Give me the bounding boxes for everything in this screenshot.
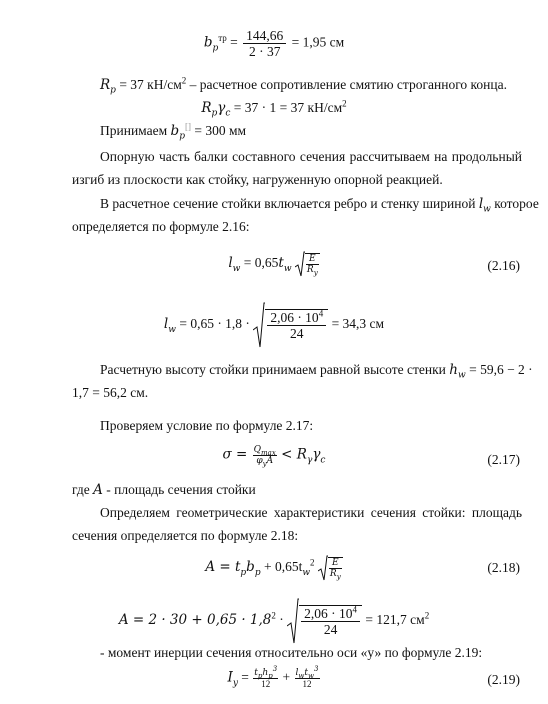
sqrt-sign: [295, 251, 320, 277]
symbol: h: [449, 362, 458, 378]
denominator: [306, 265, 319, 275]
symbol: A: [266, 456, 274, 466]
subscript: y: [232, 678, 238, 689]
text: σ =: [222, 446, 252, 463]
symbol: l: [163, 316, 169, 333]
subscript: c: [225, 108, 231, 119]
numerator: [295, 665, 320, 680]
text: A = 2 · 30 + 0,65 · 1,8: [118, 612, 272, 629]
fraction: [253, 665, 278, 689]
paragraph-line: [100, 196, 539, 215]
denominator: [329, 569, 342, 579]
text: В расчетное сечение стойки включается ребро и стенку шириной: [100, 196, 479, 211]
text: где: [72, 482, 94, 497]
text: Принимаем: [100, 123, 171, 138]
superscript: 2: [342, 98, 347, 109]
subscript: p: [110, 85, 116, 96]
fraction: [243, 28, 286, 59]
text: Расчетную высоту стойки принимаем равной высоте стенки: [100, 362, 450, 377]
denominator: 12: [261, 679, 271, 689]
subscript: w: [308, 671, 315, 680]
subscript: w: [168, 324, 176, 335]
sqrt-sign: [318, 555, 343, 581]
text: = 0,65 · 1,8 ·: [175, 316, 254, 332]
numerator: [301, 606, 360, 622]
symbol: b: [246, 559, 255, 576]
subscript: w: [302, 567, 311, 578]
text: < R: [281, 446, 307, 463]
superscript: 4: [352, 604, 358, 615]
superscript: 2: [424, 610, 430, 621]
paragraph-line: Проверяем условие по формуле 2.17:: [100, 418, 314, 433]
symbol: γ: [217, 100, 226, 116]
subscript: w: [298, 671, 305, 680]
superscript: 2: [310, 557, 315, 568]
equation-number: (2.18): [487, 560, 520, 575]
where-line: [72, 482, 256, 498]
fraction: [253, 445, 277, 466]
calc-2-18: [0, 598, 548, 644]
symbol: b: [203, 34, 213, 51]
numerator: [253, 445, 277, 456]
paragraph-line: определяется по формуле 2.16:: [72, 219, 250, 234]
sqrt-sign: [287, 598, 362, 644]
paragraph-line: Определяем геометрические характеристики сечения стойки: площадь: [100, 505, 522, 520]
paragraph-line: Опорную часть балки составного сечения рассчитываем на продольный: [100, 149, 522, 164]
superscript: 2: [181, 75, 187, 86]
text: 2,06 · 10: [304, 606, 353, 621]
paragraph-line: изгиб из плоскости как стойку, нагруженную опорной реакцией.: [72, 172, 443, 187]
denominator: 2 · 37: [248, 44, 281, 59]
subscript: y: [336, 572, 341, 581]
numerator: 144,66: [243, 28, 286, 44]
symbol: b: [170, 123, 180, 139]
symbol: R: [329, 569, 337, 579]
superscript: 2: [271, 610, 276, 621]
symbol: R: [201, 100, 212, 116]
formula-2-17: [0, 445, 548, 466]
result: = 121,7 см: [365, 612, 425, 628]
description: – расчетное сопротивление смятию строганного конца.: [186, 77, 507, 92]
rp-gc-line: [0, 98, 548, 119]
denominator: 12: [302, 679, 312, 689]
subscript: w: [283, 263, 292, 274]
equation-number: (2.17): [487, 452, 520, 467]
denominator: 24: [290, 326, 304, 341]
subscript: w: [457, 370, 466, 381]
symbol: Q: [253, 445, 262, 455]
text: ·: [275, 612, 288, 628]
numerator: [267, 310, 326, 326]
symbol: φ: [256, 456, 263, 466]
result: = 34,3 см: [331, 316, 385, 332]
symbol: A: [93, 482, 103, 498]
text: +: [282, 669, 294, 685]
superscript: тр: [218, 33, 227, 44]
text: 2,06 · 10: [270, 310, 319, 325]
result: = 1,95 см: [291, 34, 345, 50]
paragraph-line: сечения определяется по формуле 2.18:: [72, 528, 299, 543]
symbol: I: [227, 669, 233, 686]
subscript: y: [313, 268, 318, 277]
symbol: R: [306, 265, 314, 275]
superscript: []: [184, 121, 191, 132]
value: = 37 · 1 = 37 кН/см: [233, 100, 343, 115]
subscript: p: [257, 671, 263, 680]
fraction: [295, 665, 320, 689]
subscript: c: [320, 455, 326, 466]
numerator: [253, 665, 278, 680]
symbol: t: [254, 668, 258, 678]
rp-line: [100, 75, 507, 96]
paragraph-line: [100, 362, 533, 381]
formula-2-18: [0, 555, 548, 581]
text: - площадь сечения стойки: [102, 482, 256, 497]
value: = 37 кН/см: [119, 77, 182, 92]
subscript: p: [268, 671, 273, 680]
formula-bp: $b_р^{тр}$ = $\frac{144,66}{2 \cdot 37}$ = 1,95 см: [203, 28, 345, 59]
text: = 0,65: [240, 255, 279, 271]
superscript: 3: [314, 665, 319, 673]
value: = 300 мм: [190, 123, 247, 138]
subscript: p: [254, 567, 261, 578]
subscript: y: [262, 459, 267, 468]
symbol: l: [228, 255, 233, 272]
subscript: w: [232, 263, 241, 274]
subscript: max: [261, 448, 276, 457]
text: + 0,65t: [260, 559, 303, 575]
paragraph-line: 1,7 = 56,2 см.: [72, 385, 149, 400]
paragraph-line: - момент инерции сечения относительно оси «у» по формуле 2.19:: [100, 645, 483, 660]
subscript: p: [211, 108, 218, 119]
formula-2-19: [0, 665, 548, 689]
subscript: p: [240, 567, 247, 578]
subscript: р: [212, 43, 219, 54]
sqrt-sign: [253, 302, 328, 348]
symbol: h: [262, 668, 269, 678]
text: = 59,6 − 2 ·: [465, 362, 533, 377]
denominator: 24: [323, 622, 338, 637]
text: которое: [490, 196, 539, 211]
numerator: E: [306, 254, 319, 265]
equation-number: (2.19): [487, 672, 520, 687]
numerator: E: [329, 558, 342, 569]
symbol: t: [278, 255, 284, 272]
superscript: 4: [318, 308, 324, 319]
symbol: γ: [312, 446, 321, 463]
denominator: [253, 456, 277, 466]
calc-2-16: [0, 302, 548, 348]
symbol: l: [295, 668, 299, 678]
symbol: l: [478, 196, 484, 212]
subscript: w: [483, 204, 491, 215]
subscript: р: [179, 131, 185, 142]
formula-2-16: [0, 251, 548, 277]
accept-line: [100, 121, 247, 142]
superscript: 3: [272, 665, 278, 673]
equation-number: (2.16): [487, 258, 520, 273]
symbol: R: [100, 77, 111, 93]
text: =: [237, 669, 253, 685]
text: A = t: [205, 559, 241, 576]
subscript: γ: [306, 455, 313, 466]
symbol: t: [304, 668, 309, 678]
